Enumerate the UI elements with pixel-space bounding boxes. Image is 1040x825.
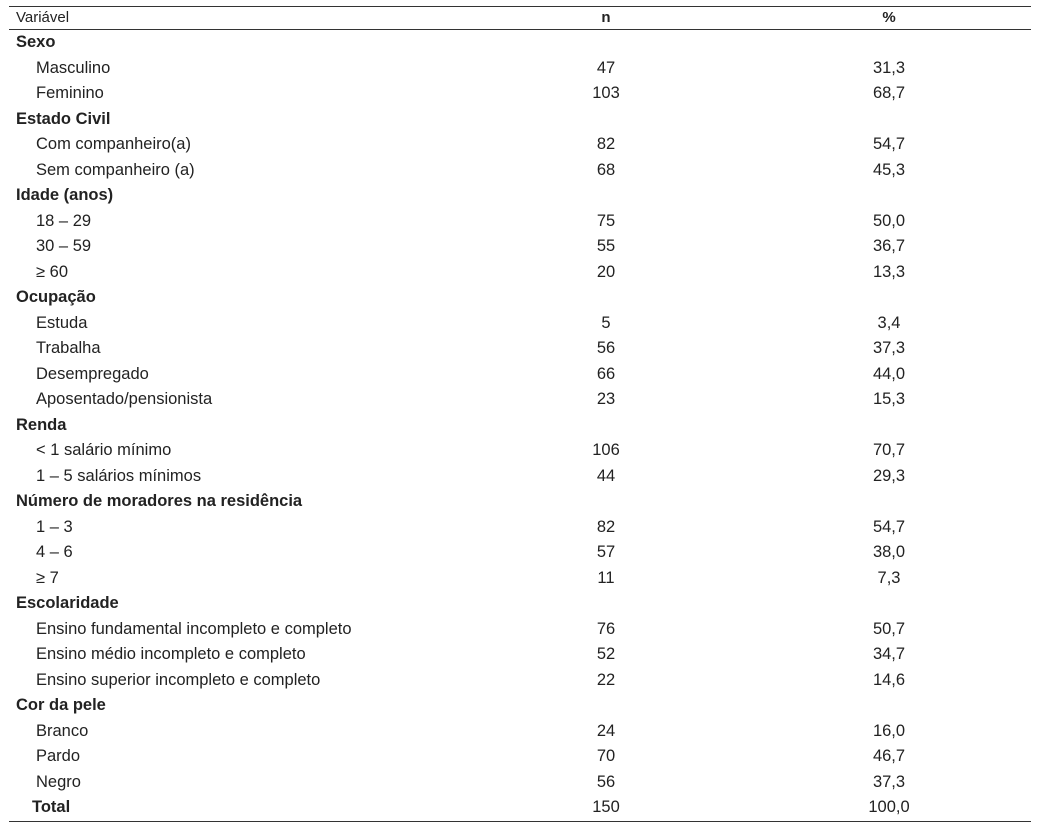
row-label: 30 – 59 xyxy=(36,237,92,255)
row-label: 1 – 5 salários mínimos xyxy=(36,466,202,485)
row-n-value: 82 xyxy=(596,135,616,153)
header-variable: Variável xyxy=(16,9,70,26)
row-percent-value: 15,3 xyxy=(872,390,906,408)
table-row xyxy=(9,81,1031,107)
category-label: Cor da pele xyxy=(16,696,106,714)
row-percent-value: 16,0 xyxy=(872,721,906,740)
row-label: Trabalha xyxy=(36,339,101,357)
row-label: Ensino médio incompleto e completo xyxy=(36,645,306,663)
table-row xyxy=(9,617,1031,643)
total-row xyxy=(9,795,1031,821)
row-label: Negro xyxy=(36,772,81,791)
row-label: Estuda xyxy=(36,313,88,332)
total-label: Total xyxy=(32,798,71,816)
row-n-value: 68 xyxy=(596,160,616,179)
category-row xyxy=(9,183,1031,209)
row-label: Aposentado/pensionista xyxy=(36,390,213,408)
table-row xyxy=(9,336,1031,362)
row-n-value: 55 xyxy=(596,237,616,255)
category-row xyxy=(9,591,1031,617)
table-row xyxy=(9,464,1031,490)
row-label: Ensino superior incompleto e completo xyxy=(36,670,321,689)
row-n-value: 22 xyxy=(596,670,616,689)
category-row xyxy=(9,30,1031,56)
category-row xyxy=(9,285,1031,311)
category-row xyxy=(9,693,1031,719)
row-label: ≥ 7 xyxy=(36,568,59,587)
table-row xyxy=(9,56,1031,82)
row-label: Sem companheiro (a) xyxy=(36,160,195,179)
row-percent-value: 34,7 xyxy=(872,645,906,663)
table-row xyxy=(9,362,1031,388)
row-label: 18 – 29 xyxy=(36,211,92,230)
row-n-value: 82 xyxy=(596,517,616,536)
table-header xyxy=(9,7,1031,30)
row-percent-value: 31,3 xyxy=(872,58,906,77)
row-n-value: 23 xyxy=(596,390,616,408)
row-n-value: 56 xyxy=(596,339,616,357)
row-n-value: 52 xyxy=(596,645,616,663)
row-n-value: 20 xyxy=(596,262,616,281)
row-label: Branco xyxy=(36,721,89,740)
header-percent: % xyxy=(882,9,896,26)
row-percent-value: 68,7 xyxy=(872,84,906,102)
row-label: 1 – 3 xyxy=(36,517,73,536)
row-percent-value: 13,3 xyxy=(872,262,906,281)
row-percent-value: 50,0 xyxy=(872,211,906,230)
row-n-value: 11 xyxy=(597,568,615,587)
row-label: Com companheiro(a) xyxy=(36,135,191,153)
row-percent-value: 36,7 xyxy=(872,237,906,255)
row-n-value: 75 xyxy=(596,211,616,230)
row-n-value: 44 xyxy=(596,466,616,485)
row-label: Pardo xyxy=(36,747,81,765)
category-row xyxy=(9,413,1031,439)
row-label: Feminino xyxy=(36,84,104,102)
table-row xyxy=(9,132,1031,158)
table-row xyxy=(9,515,1031,541)
row-label: < 1 salário mínimo xyxy=(36,441,172,459)
row-n-value: 24 xyxy=(596,721,616,740)
row-percent-value: 37,3 xyxy=(872,339,906,357)
row-label: Ensino fundamental incompleto e completo xyxy=(36,619,352,638)
data-table xyxy=(9,6,1031,822)
row-percent-value: 44,0 xyxy=(872,364,906,383)
row-percent-value: 14,6 xyxy=(872,670,906,689)
row-n-value: 103 xyxy=(592,84,620,102)
row-label: ≥ 60 xyxy=(36,262,68,281)
row-percent-value: 29,3 xyxy=(872,466,906,485)
row-percent-value: 50,7 xyxy=(872,619,906,638)
category-label: Estado Civil xyxy=(16,109,111,128)
category-label: Idade (anos) xyxy=(16,186,114,204)
category-label: Escolaridade xyxy=(16,594,119,612)
table-row xyxy=(9,260,1031,286)
row-n-value: 76 xyxy=(596,619,616,638)
total-n-value: 150 xyxy=(592,798,620,816)
row-n-value: 56 xyxy=(596,772,616,791)
header-n: n xyxy=(601,9,611,26)
table-row xyxy=(9,719,1031,745)
row-label: 4 – 6 xyxy=(36,543,73,561)
category-label: Renda xyxy=(16,415,67,434)
table-row xyxy=(9,668,1031,694)
table-row xyxy=(9,438,1031,464)
table-row xyxy=(9,387,1031,413)
row-percent-value: 45,3 xyxy=(872,160,906,179)
table-row xyxy=(9,209,1031,235)
row-n-value: 66 xyxy=(596,364,616,383)
category-label: Sexo xyxy=(16,33,56,51)
category-label: Ocupação xyxy=(16,288,96,306)
table-row xyxy=(9,744,1031,770)
row-percent-value: 54,7 xyxy=(872,517,906,536)
row-n-value: 5 xyxy=(601,313,611,332)
row-label: Masculino xyxy=(36,58,111,77)
category-row xyxy=(9,107,1031,133)
row-percent-value: 46,7 xyxy=(872,747,906,765)
category-label: Número de moradores na residência xyxy=(16,492,303,510)
table-row xyxy=(9,566,1031,592)
row-n-value: 57 xyxy=(596,543,616,561)
table-row xyxy=(9,642,1031,668)
row-label: Desempregado xyxy=(36,364,149,383)
table-body xyxy=(9,30,1031,821)
total-percent-value: 100,0 xyxy=(868,798,910,816)
row-percent-value: 70,7 xyxy=(872,441,906,459)
row-percent-value: 3,4 xyxy=(877,313,901,332)
row-percent-value: 38,0 xyxy=(872,543,906,561)
row-n-value: 70 xyxy=(596,747,616,765)
table-row xyxy=(9,234,1031,260)
table-row xyxy=(9,770,1031,796)
row-percent-value: 7,3 xyxy=(877,568,901,587)
table-row xyxy=(9,158,1031,184)
row-n-value: 47 xyxy=(596,58,616,77)
table-row xyxy=(9,311,1031,337)
category-row xyxy=(9,489,1031,515)
row-n-value: 106 xyxy=(592,441,620,459)
row-percent-value: 37,3 xyxy=(872,772,906,791)
table-row xyxy=(9,540,1031,566)
row-percent-value: 54,7 xyxy=(872,135,906,153)
